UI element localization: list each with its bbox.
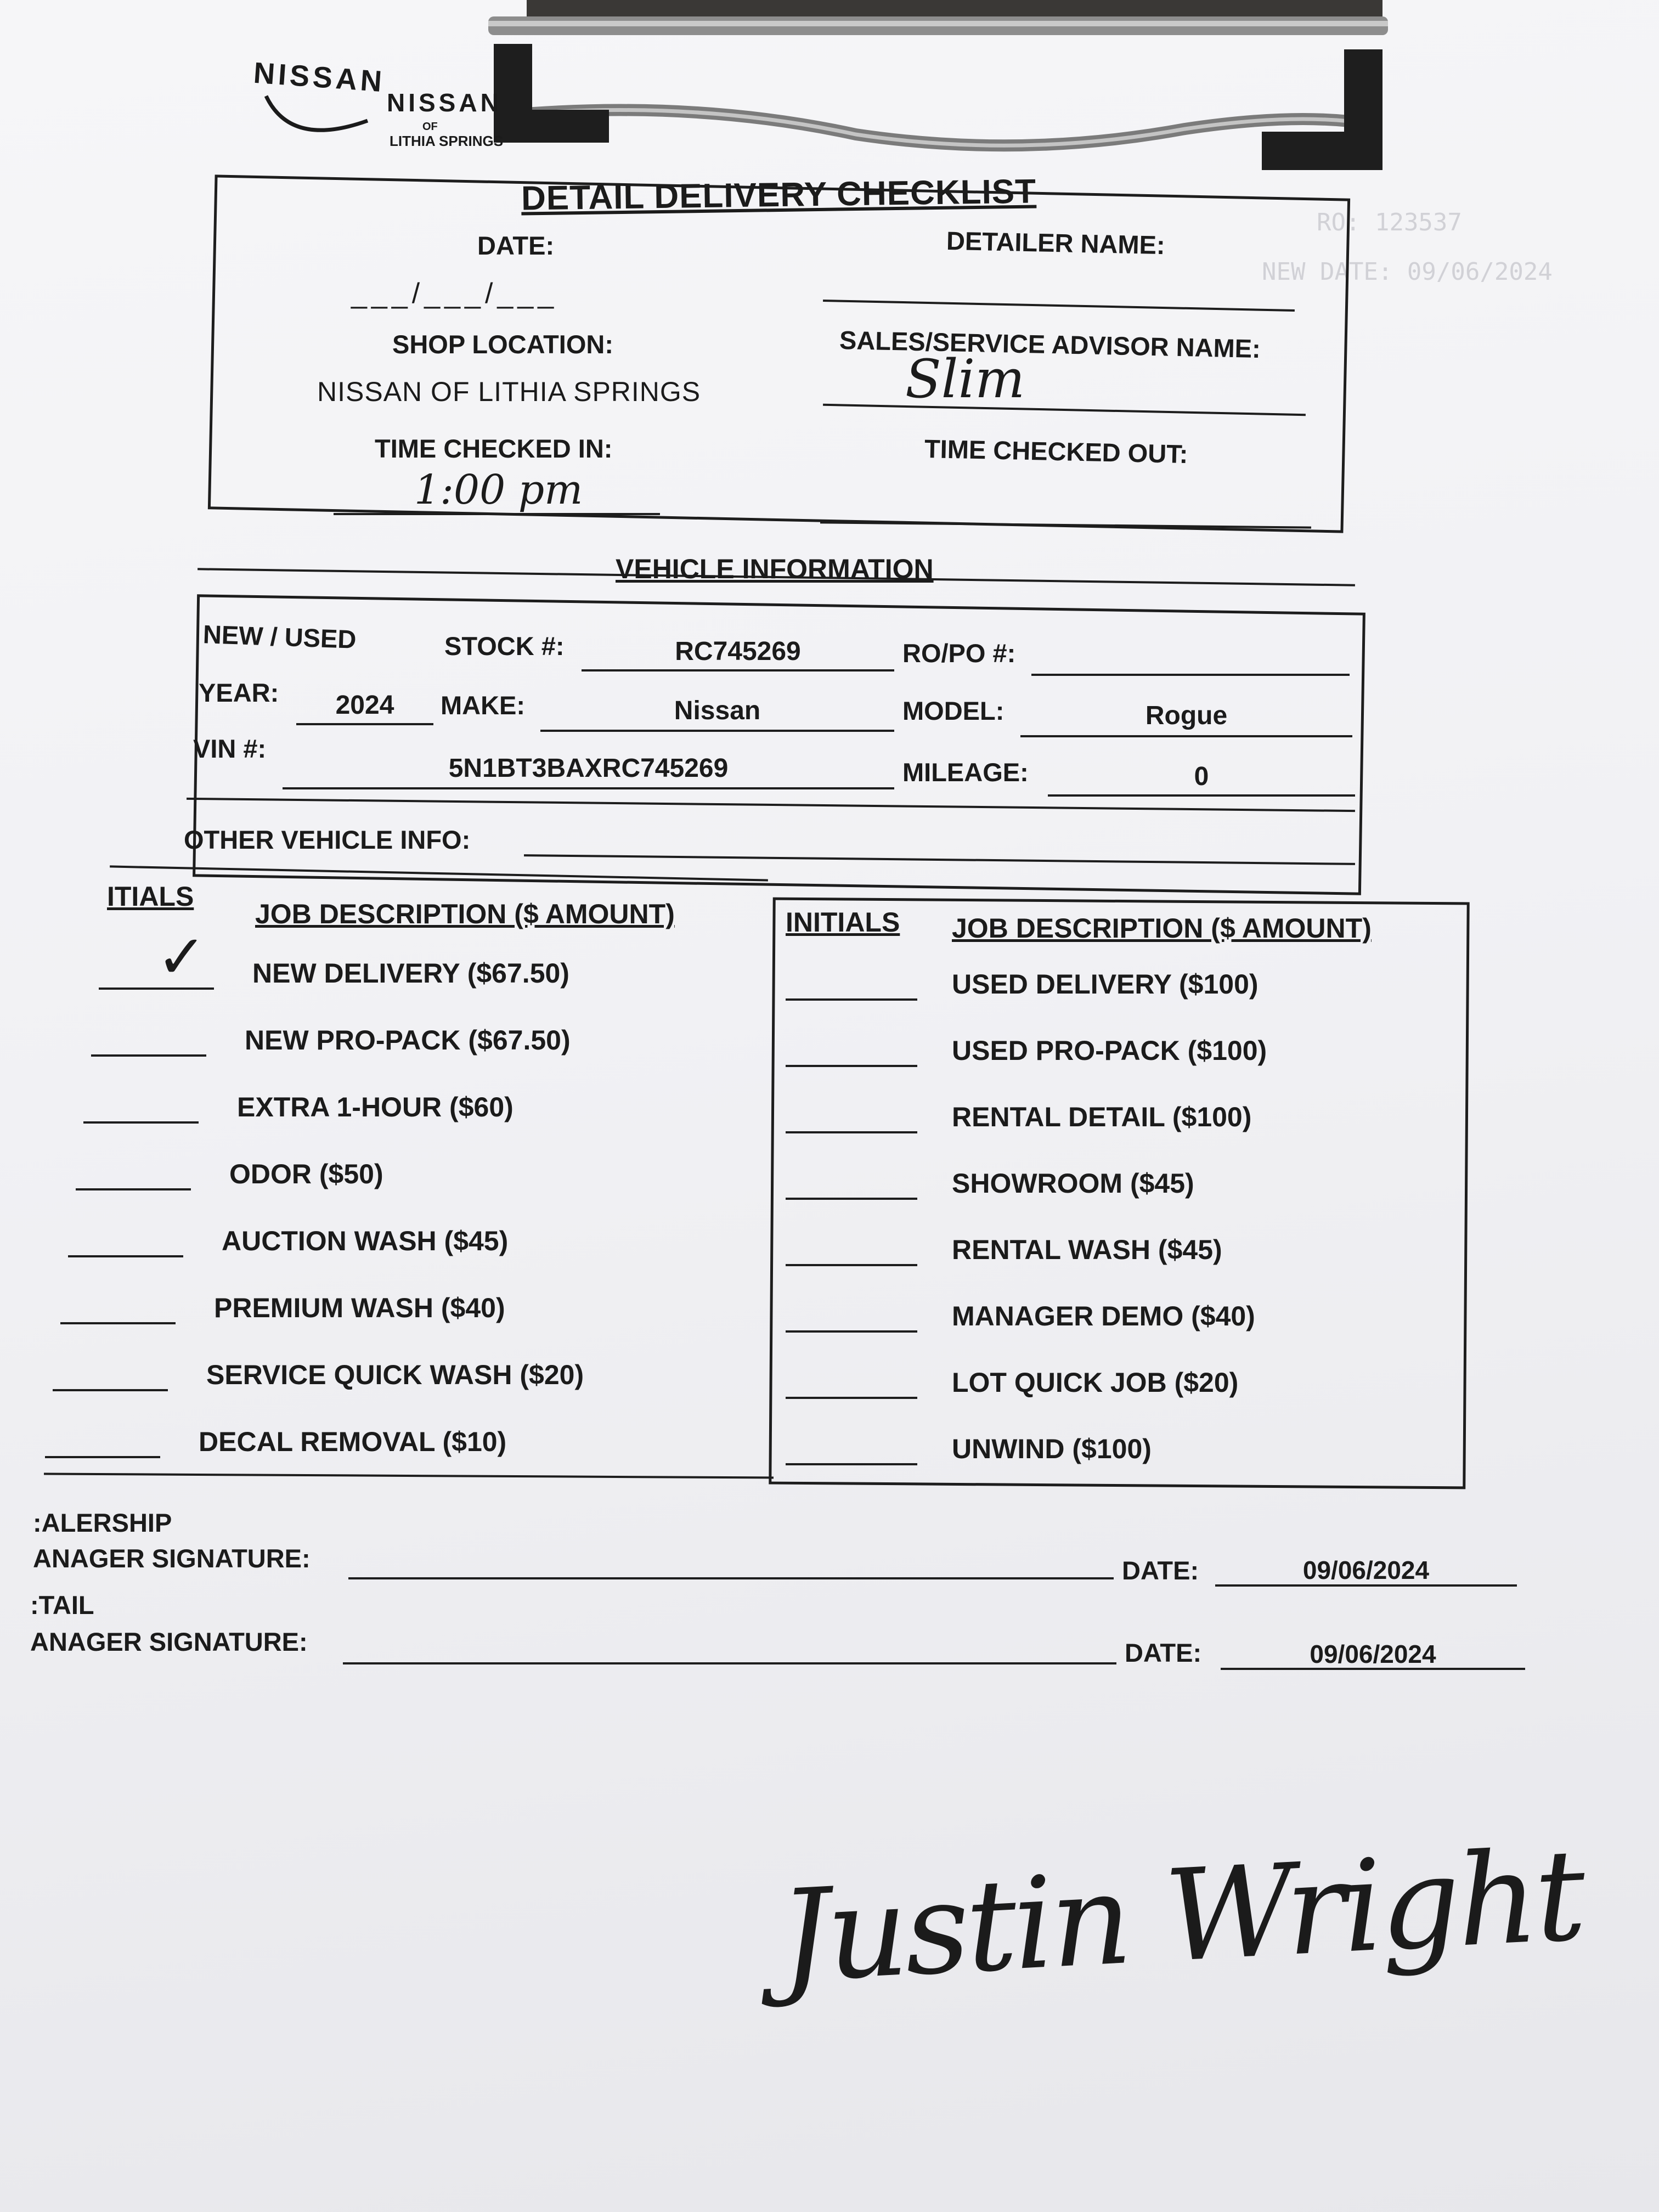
mileage-value: 0 [1194, 762, 1209, 791]
initials-field-left[interactable] [53, 1389, 168, 1391]
job-item-right: USED PRO-PACK ($100) [952, 1035, 1267, 1066]
bleed-through-text: RO: 123537 [1317, 208, 1462, 236]
model-label: MODEL: [902, 696, 1005, 725]
dealer-logo-name: NISSAN [387, 88, 502, 117]
detail-manager-signature-field[interactable] [343, 1662, 1116, 1664]
job-item-left: NEW DELIVERY ($67.50) [252, 958, 569, 989]
shop-location-value: NISSAN OF LITHIA SPRINGS [317, 376, 701, 407]
initials-field-right[interactable] [786, 1198, 917, 1200]
model-field[interactable] [1020, 735, 1352, 737]
detail-date-label: DATE: [1125, 1638, 1202, 1667]
initials-field-right[interactable] [786, 1065, 917, 1067]
model-value: Rogue [1145, 701, 1228, 730]
job-item-left: ODOR ($50) [229, 1159, 383, 1189]
dealership-manager-signature-field[interactable] [348, 1577, 1114, 1579]
make-label: MAKE: [441, 691, 526, 720]
dealership-manager-label-line1: :ALERSHIP [33, 1508, 172, 1537]
new-used-label: NEW / USED [202, 619, 357, 654]
job-item-right: SHOWROOM ($45) [952, 1168, 1194, 1199]
nissan-logo-arc-icon [258, 88, 384, 154]
initials-header-left: ITIALS [107, 881, 194, 912]
dealership-date-field[interactable] [1215, 1584, 1517, 1587]
time-checked-out-label: TIME CHECKED OUT: [924, 433, 1188, 469]
stock-field[interactable] [582, 669, 894, 672]
mileage-label: MILEAGE: [902, 758, 1029, 787]
bleed-through-text: NEW DATE: 09/06/2024 [1262, 258, 1553, 286]
job-item-right: RENTAL DETAIL ($100) [952, 1102, 1252, 1132]
initials-field-left[interactable] [68, 1255, 183, 1257]
ro-po-label: RO/PO #: [902, 639, 1016, 668]
date-label: DATE: [477, 231, 555, 260]
initials-field-left[interactable] [91, 1054, 206, 1057]
initials-field-left[interactable] [60, 1322, 176, 1324]
job-item-left: NEW PRO-PACK ($67.50) [245, 1025, 571, 1056]
job-item-right: LOT QUICK JOB ($20) [952, 1367, 1239, 1398]
form-title: DETAIL DELIVERY CHECKLIST [521, 172, 1037, 218]
shop-location-label: SHOP LOCATION: [392, 330, 613, 359]
initials-field-right[interactable] [786, 1131, 917, 1133]
time-checked-in-label: TIME CHECKED IN: [375, 434, 613, 463]
make-field[interactable] [540, 730, 894, 732]
date-field[interactable]: ___/___/___ [351, 278, 558, 309]
initials-field-right[interactable] [786, 1397, 917, 1399]
job-item-left: DECAL REMOVAL ($10) [199, 1426, 507, 1457]
stock-label: STOCK #: [444, 631, 565, 661]
job-description-header-right: JOB DESCRIPTION ($ AMOUNT) [952, 913, 1372, 944]
job-item-left: AUCTION WASH ($45) [222, 1226, 509, 1256]
detailer-name-label: DETAILER NAME: [946, 225, 1166, 260]
check-mark-icon: ✓ [156, 922, 207, 992]
job-item-left: PREMIUM WASH ($40) [214, 1293, 505, 1323]
make-value: Nissan [674, 696, 761, 725]
vin-field[interactable] [283, 787, 894, 789]
job-item-right: UNWIND ($100) [952, 1434, 1152, 1464]
detail-date-field[interactable] [1221, 1668, 1525, 1670]
job-item-right: MANAGER DEMO ($40) [952, 1301, 1255, 1331]
initials-field-left[interactable] [83, 1121, 199, 1124]
vin-label: VIN #: [193, 734, 267, 763]
clipboard-clip-icon [472, 5, 1404, 187]
dealership-date-label: DATE: [1122, 1556, 1199, 1585]
initials-field-left[interactable] [76, 1188, 191, 1190]
initials-field-right[interactable] [786, 1264, 917, 1266]
initials-field-left[interactable] [45, 1456, 160, 1458]
job-item-left: EXTRA 1-HOUR ($60) [237, 1092, 514, 1122]
detail-manager-label-line2: ANAGER SIGNATURE: [30, 1627, 308, 1656]
initials-field-right[interactable] [786, 1463, 917, 1465]
stock-value: RC745269 [675, 637, 801, 666]
advisor-name-label: SALES/SERVICE ADVISOR NAME: [839, 325, 1261, 364]
year-label: YEAR: [199, 678, 279, 707]
detail-date-value: 09/06/2024 [1310, 1640, 1436, 1668]
dealer-logo-of: OF [422, 121, 438, 133]
vin-value: 5N1BT3BAXRC745269 [448, 754, 729, 783]
job-description-header-left: JOB DESCRIPTION ($ AMOUNT) [255, 899, 675, 929]
nissan-logo-text: NISSAN [252, 56, 386, 99]
initials-field-left[interactable] [99, 988, 214, 990]
other-vehicle-info-label: OTHER VEHICLE INFO: [184, 825, 471, 854]
initials-field-right[interactable] [786, 998, 917, 1001]
detail-manager-label-line1: :TAIL [30, 1590, 94, 1620]
advisor-name-handwritten: Slim [905, 348, 1025, 410]
dealership-manager-label-line2: ANAGER SIGNATURE: [33, 1544, 311, 1573]
year-field[interactable] [296, 723, 433, 725]
table-bottom-rule-left [44, 1473, 774, 1479]
initials-header-right: INITIALS [786, 907, 900, 938]
time-checked-in-field[interactable] [334, 513, 660, 515]
job-item-right: USED DELIVERY ($100) [952, 969, 1259, 1000]
vehicle-info-heading: VEHICLE INFORMATION [616, 554, 934, 584]
time-checked-in-handwritten: 1:00 pm [414, 466, 583, 514]
mileage-field[interactable] [1048, 794, 1355, 797]
job-item-right: RENTAL WASH ($45) [952, 1234, 1222, 1265]
ro-po-field[interactable] [1031, 674, 1350, 676]
dealer-logo-location: LITHIA SPRINGS [390, 133, 504, 149]
initials-field-right[interactable] [786, 1330, 917, 1333]
handwritten-signature: Justin Wright [776, 1822, 1586, 2011]
dealership-date-value: 09/06/2024 [1302, 1556, 1430, 1584]
job-item-left: SERVICE QUICK WASH ($20) [206, 1359, 584, 1390]
year-value: 2024 [335, 691, 394, 720]
